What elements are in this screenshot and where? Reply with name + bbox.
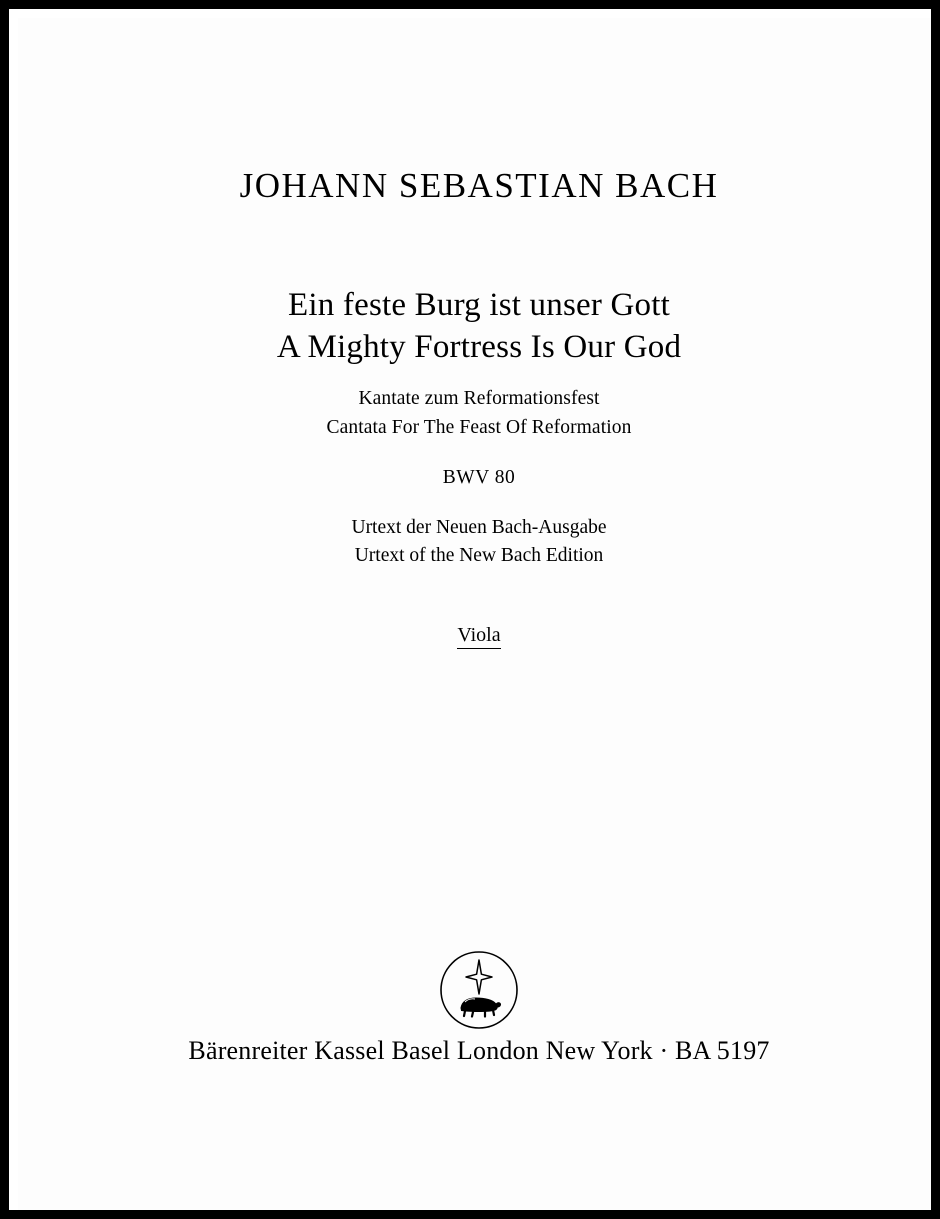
urtext-block [18, 514, 940, 571]
barenreiter-bear-star-icon [435, 946, 523, 1034]
catalogue-number: BWV 80 [442, 467, 516, 488]
title-german: Ein feste Burg ist unser Gott [288, 287, 670, 323]
title-block [18, 284, 940, 368]
publisher-line: Bärenreiter Kassel Basel London New York · BA 5197 [188, 1036, 770, 1065]
composer-name: JOHANN SEBASTIAN BACH [239, 166, 719, 205]
subtitle-english: Cantata For The Feast Of Reformation [326, 416, 632, 438]
publisher-logo [18, 946, 940, 1039]
cover-content [18, 18, 940, 649]
subtitle-block [18, 385, 940, 442]
urtext-note-english: Urtext of the New Bach Edition [354, 545, 604, 567]
urtext-note-german: Urtext der Neuen Bach-Ausgabe [351, 517, 607, 538]
subtitle-german: Kantate zum Reformationsfest [358, 388, 600, 410]
title-english: A Mighty Fortress Is Our God [276, 329, 682, 366]
cover-sheet [18, 18, 940, 1219]
part-name: Viola [457, 623, 500, 649]
